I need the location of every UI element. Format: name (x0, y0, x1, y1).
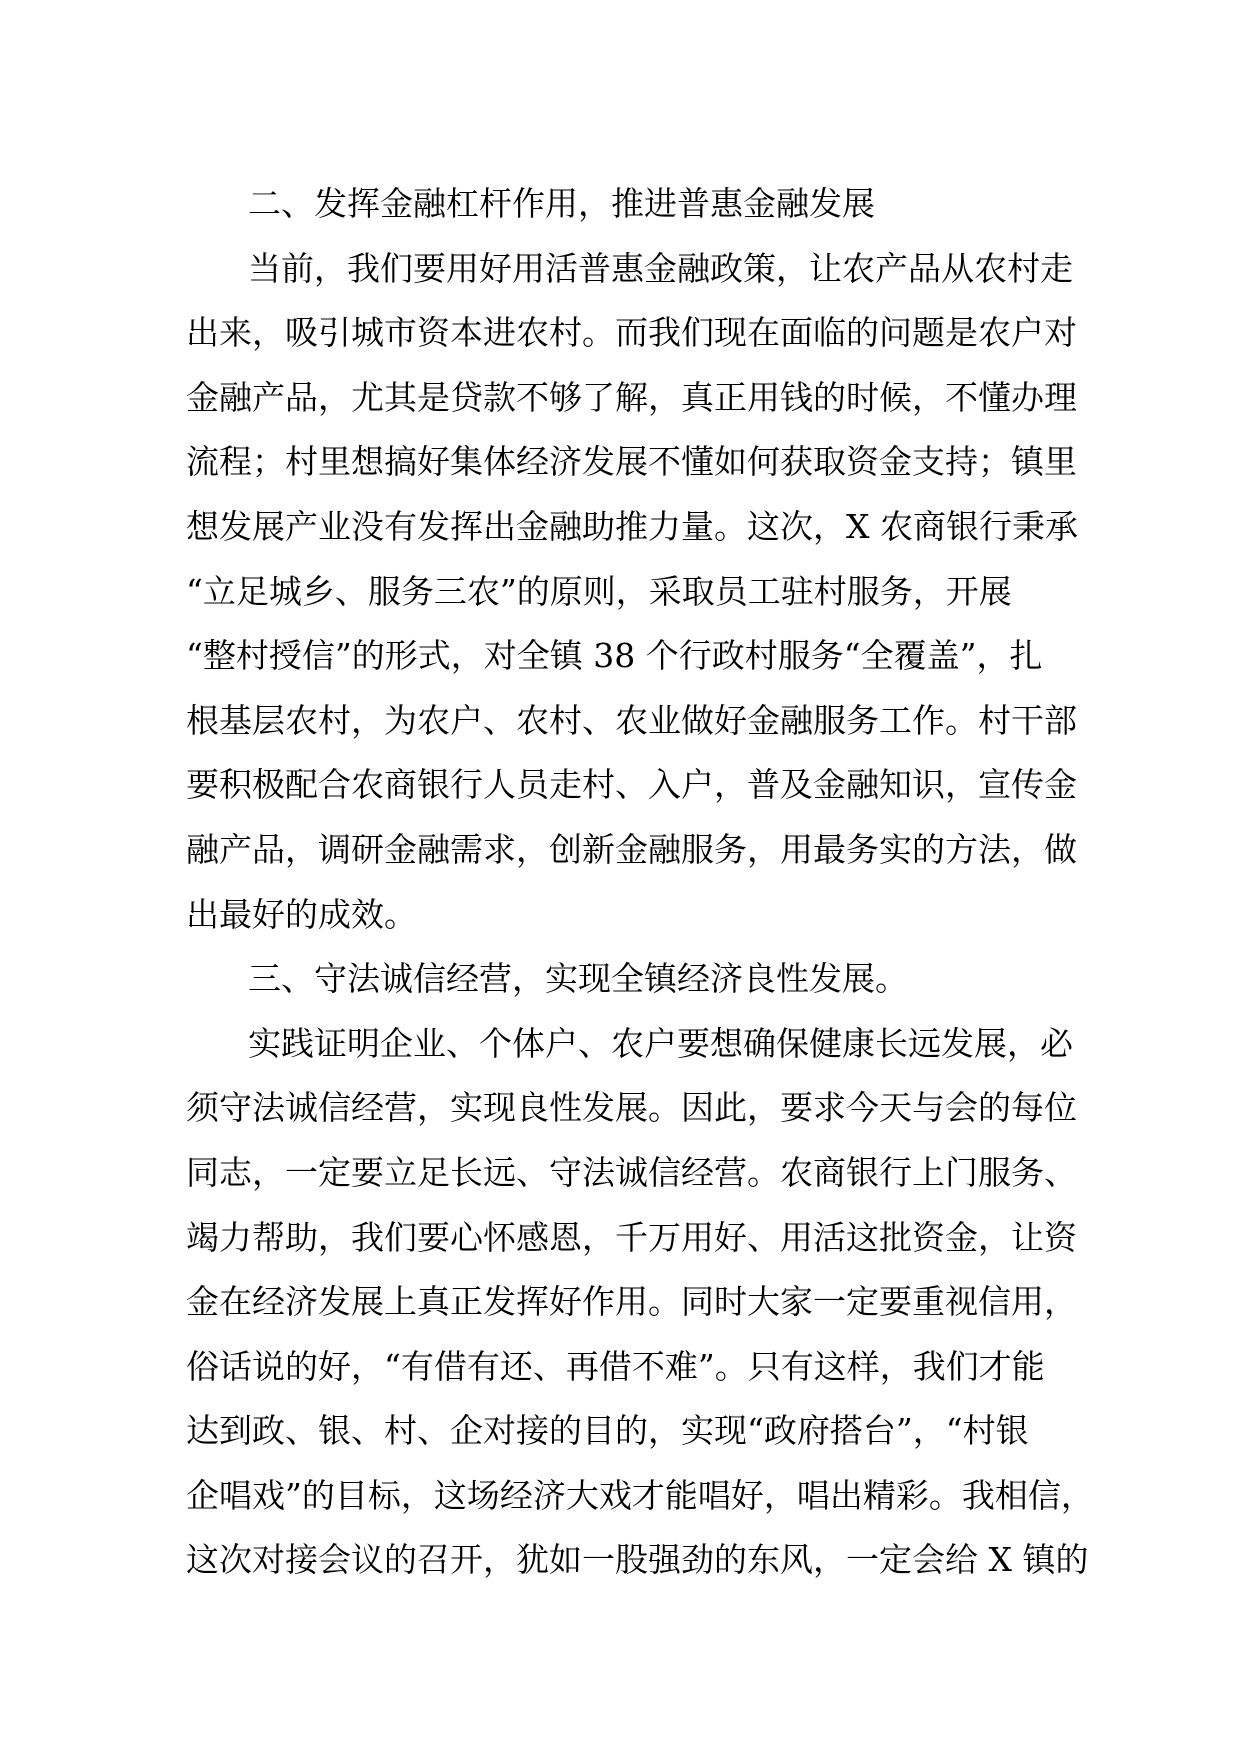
document-body (186, 172, 1094, 1593)
text-line: 实践证明企业、个体户、农户要想确保健康长远发展，必 (248, 1023, 1073, 1063)
text-line: 流程；村里想搞好集体经济发展不懂如何获取资金支持；镇里 (186, 442, 1077, 482)
text-line: 俗话说的好，“有借有还、再借不难”。只有这样，我们才能 (186, 1346, 1045, 1386)
text-line: 出来，吸引城市资本进农村。而我们现在面临的问题是农户对 (186, 313, 1077, 353)
section-heading-3: 三、守法诚信经营，实现全镇经济良性发展。 (248, 959, 908, 999)
text-line: 出最好的成效。 (186, 894, 417, 934)
text-line: 融产品，调研金融需求，创新金融服务，用最务实的方法，做 (186, 829, 1077, 869)
text-line: 金融产品，尤其是贷款不够了解，真正用钱的时候，不懂办理 (186, 377, 1077, 417)
text-line: 这次对接会议的召开，犹如一股强劲的东风，一定会给 X 镇的 (186, 1540, 1089, 1580)
text-line: 竭力帮助，我们要心怀感恩，千万用好、用活这批资金，让资 (186, 1217, 1077, 1257)
section-heading-2: 二、发挥金融杠杆作用，推进普惠金融发展 (248, 184, 875, 223)
text-line: “立足城乡、服务三农”的原则，采取员工驻村服务，开展 (186, 571, 1012, 611)
text-line: 当前，我们要用好用活普惠金融政策，让农产品从农村走 (248, 248, 1073, 288)
text-line: 达到政、银、村、企对接的目的，实现“政府搭台”，“村银 (186, 1411, 1029, 1451)
text-line: 企唱戏”的目标，这场经济大戏才能唱好，唱出精彩。我相信， (186, 1475, 1094, 1515)
text-line: 同志，一定要立足长远、守法诚信经营。农商银行上门服务、 (186, 1152, 1077, 1192)
text-line: 金在经济发展上真正发挥好作用。同时大家一定要重视信用， (186, 1282, 1077, 1322)
text-line: 根基层农村，为农户、农村、农业做好金融服务工作。村干部 (186, 700, 1077, 740)
text-line: “整村授信”的形式，对全镇 38 个行政村服务“全覆盖”，扎 (186, 636, 1043, 676)
text-line: 要积极配合农商银行人员走村、入户，普及金融知识，宣传金 (186, 765, 1077, 805)
text-line: 须守法诚信经营，实现良性发展。因此，要求今天与会的每位 (186, 1088, 1077, 1128)
text-line: 想发展产业没有发挥出金融助推力量。这次，X 农商银行秉承 (186, 506, 1078, 546)
